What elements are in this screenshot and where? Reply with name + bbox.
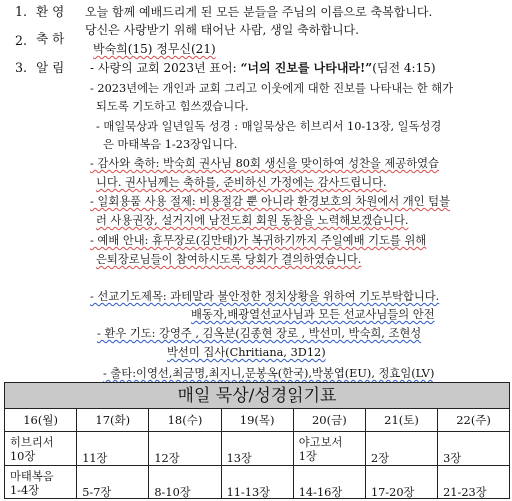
table-cell [149, 432, 221, 465]
table-header-cell: 19(목) [222, 409, 294, 431]
cell-chapter: 12장 [154, 452, 180, 465]
cell-chapter: 11장 [82, 452, 108, 465]
table-cell [366, 466, 438, 499]
notice-motto-pre: - 사랑의 교회 2023년 표어: [90, 61, 241, 75]
cell-chapter: 1-4장 [10, 484, 40, 497]
table-header-cell: 18(수) [149, 409, 221, 431]
section-1-title: 환 영 [36, 4, 65, 19]
notice-line: 박선미 집사(Chritiana, 3D12) [167, 346, 326, 359]
table-cell [149, 466, 221, 499]
table-cell [5, 432, 77, 465]
table-cell [77, 466, 149, 499]
notice-line: - 매일묵상과 일년일독 성경 : 매일묵상은 히브리서 10-13장, 일독성경 [96, 120, 442, 133]
cell-chapter: 8-10장 [154, 486, 191, 499]
table-header-cell: 22(주) [456, 413, 491, 427]
table-cell [438, 432, 509, 465]
cell-chapter: 10장 [10, 450, 36, 463]
table-cell [77, 432, 149, 465]
table-cell [222, 466, 294, 499]
section-3-number: 3. [15, 60, 28, 75]
cell-chapter: 13장 [226, 452, 252, 465]
table-row [5, 466, 509, 499]
birthday-names: 박숙희(15) 정무신(21) [93, 42, 216, 56]
cell-chapter: 21-23장 [443, 486, 487, 499]
notice-line: - 출타:이영선,최금명,최지니,문봉옥(한국),박봉엽(EU), 정효임(LV) [103, 367, 435, 380]
reading-table [4, 382, 510, 499]
table-cell [438, 466, 509, 499]
notice-line: 니다. 권사님께는 축하를, 준비하신 가정에는 감사드립니다. [96, 176, 387, 189]
cell-book: 야고보서 [298, 436, 343, 449]
table-cell [5, 466, 77, 499]
notice-line: - 2023년에는 개인과 교회 그리고 이웃에게 대한 진보를 나타내는 한 해가 [90, 82, 454, 95]
table-cell [294, 466, 366, 499]
notice-line: - 일회용품 사용 절제: 비용절감 뿐 아니라 환경보호의 차원에서 개인 텀블 [90, 195, 451, 208]
table-cell [222, 432, 294, 465]
cell-book: 히브리서 [10, 436, 54, 449]
notice-motto-bold: “너의 진보를 나타내라!” [240, 61, 373, 75]
notice-line: 배동자,배광열선교사님과 모든 선교사님들의 안전 [191, 308, 435, 321]
table-header-cell: 17(화) [77, 409, 149, 431]
cell-chapter: 2장 [370, 452, 390, 465]
cell-chapter: 5-7장 [82, 486, 112, 499]
notice-line: 러 사용권장, 설거지에 남전도회 회원 동참을 노력해보겠습니다. [96, 214, 409, 227]
cell-chapter: 17-20장 [370, 486, 415, 499]
notice-motto-post: (딤전 4:15) [372, 61, 436, 75]
section-2-title: 축 하 [36, 31, 65, 46]
table-cell [366, 432, 438, 465]
notice-line: - 선교기도제목: 과테말라 불안정한 정치상황을 위하여 기도부탁합니다. [90, 290, 440, 303]
cell-chapter: 11-13장 [226, 486, 271, 499]
table-header-cell: 20(금) [294, 409, 366, 431]
table-header-cell: 21(토) [366, 409, 438, 431]
notice-line: - 예배 안내: 휴무장로(김만태)가 복귀하기까지 주일예배 기도를 위해 [90, 234, 427, 247]
notice-line: 은퇴장로님들이 참여하시도록 당회가 결의하였습니다. [96, 253, 362, 266]
notice-line: - 환우 기도: 강영주 , 김옥분(김종현 장로 , 박선미, 박숙희, 조현성 [97, 327, 422, 340]
cell-book: 마태복음 [10, 470, 54, 483]
notice-line: 은 마태복음 1-23장입니다. [103, 138, 238, 151]
notice-line: - 감사와 축하: 박숙희 권사님 80회 생신을 맞이하여 성찬을 제공하였습 [90, 157, 439, 170]
table-cell [294, 432, 366, 465]
cell-chapter: 3장 [443, 452, 462, 465]
section-2-number: 2. [15, 33, 28, 48]
section-1-number: 1. [15, 4, 28, 19]
table-header-row [5, 409, 509, 432]
cell-chapter: 1장 [298, 450, 317, 463]
notice-line: 되도록 기도하고 힘쓰겠습니다. [96, 100, 249, 113]
table-row [5, 432, 509, 466]
section-3-title: 알 림 [36, 60, 65, 75]
welcome-text: 오늘 함께 예배드리게 된 모든 분들을 주님의 이름으로 축복합니다. [85, 5, 433, 19]
table-title: 매일 묵상/성경읽기표 [5, 383, 509, 409]
table-header-cell: 16(월) [5, 409, 77, 431]
cell-chapter: 14-16장 [298, 486, 343, 499]
notice-motto [90, 62, 436, 74]
birthday-text: 당신은 사랑받기 위해 태어난 사람, 생일 축하합니다. [85, 23, 359, 37]
